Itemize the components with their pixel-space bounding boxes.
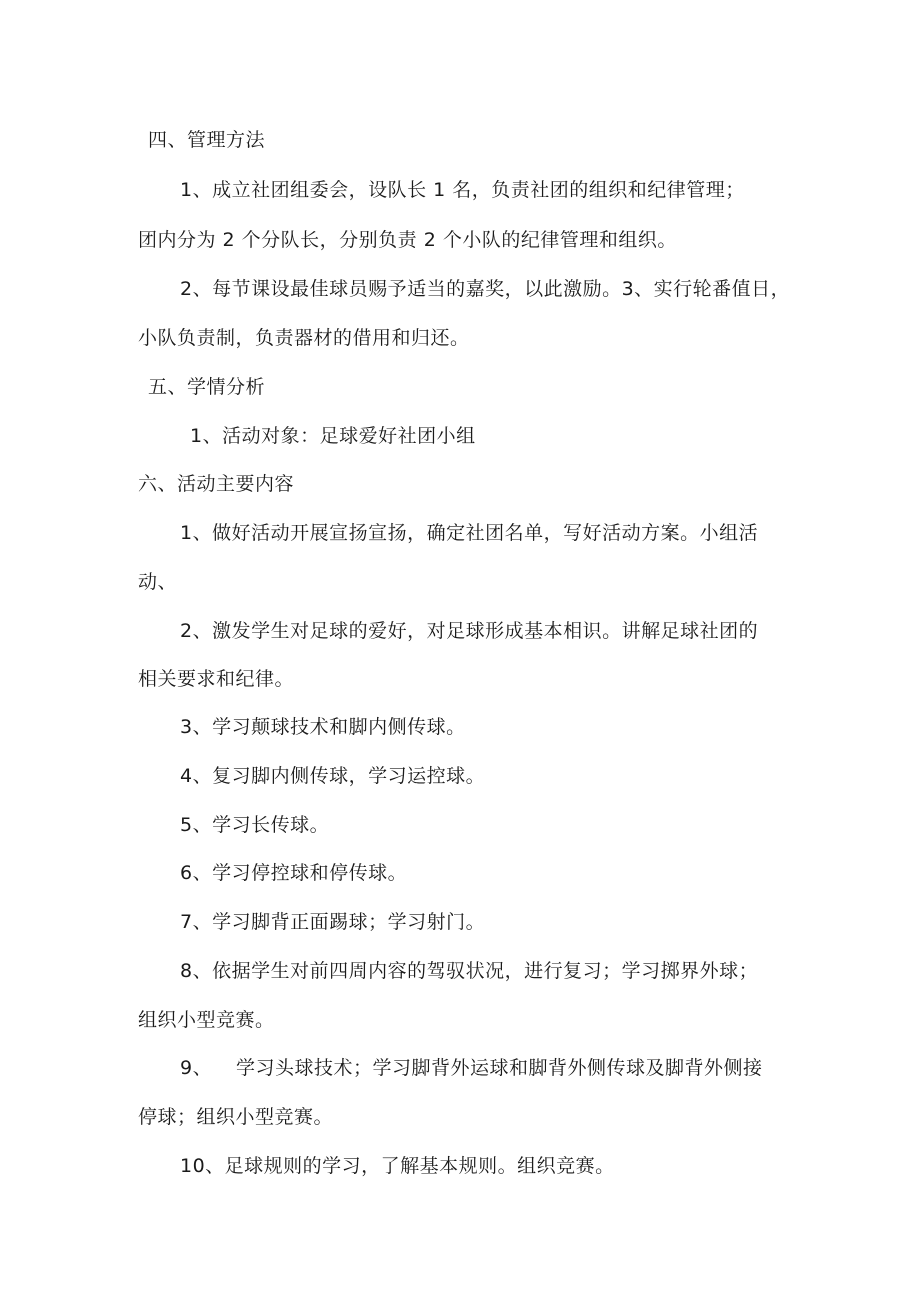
section-heading-analysis: 五、学情分析 [148,376,266,398]
activity-item-7: 7、学习脚背正面踢球；学习射门。 [180,911,486,933]
activity-item-2-line-2: 相关要求和纪律。 [138,668,295,690]
activity-item-3: 3、学习颠球技术和脚内侧传球。 [180,716,466,738]
section-heading-activities: 六、活动主要内容 [138,473,295,495]
management-item-2-line-1: 2、每节课设最佳球员赐予适当的嘉奖，以此激励。3、实行轮番值日， [180,278,791,300]
management-item-2-line-2: 小队负责制，负责器材的借用和归还。 [138,327,470,349]
activity-item-8-line-2: 组织小型竞赛。 [138,1009,275,1031]
analysis-item-1: 1、活动对象：足球爱好社团小组 [190,425,476,447]
activity-item-4: 4、复习脚内侧传球，学习运控球。 [180,765,486,787]
activity-item-8-line-1: 8、依据学生对前四周内容的驾驭状况，进行复习；学习掷界外球； [180,960,759,982]
activity-item-6: 6、学习停控球和停传球。 [180,862,408,884]
activity-item-9-line-2: 停球；组织小型竞赛。 [138,1106,334,1128]
activity-item-9-number: 9、 [180,1057,213,1079]
activity-item-5: 5、学习长传球。 [180,814,330,836]
activity-item-10: 10、足球规则的学习，了解基本规则。组织竞赛。 [180,1155,615,1177]
activity-item-1-line-2: 动、 [138,571,178,593]
section-heading-management: 四、管理方法 [148,129,266,151]
activity-item-9-line-1: 学习头球技术；学习脚背外运球和脚背外侧传球及脚背外侧接 [236,1057,763,1079]
activity-item-1-line-1: 1、做好活动开展宣扬宣扬，确定社团名单，写好活动方案。小组活 [180,522,759,544]
activity-item-2-line-1: 2、激发学生对足球的爱好，对足球形成基本相识。讲解足球社团的 [180,620,759,642]
management-item-1-line-2: 团内分为 2 个分队长，分别负责 2 个小队的纪律管理和组织。 [138,229,677,251]
management-item-1-line-1: 1、成立社团组委会，设队长 1 名，负责社团的组织和纪律管理； [180,179,745,201]
